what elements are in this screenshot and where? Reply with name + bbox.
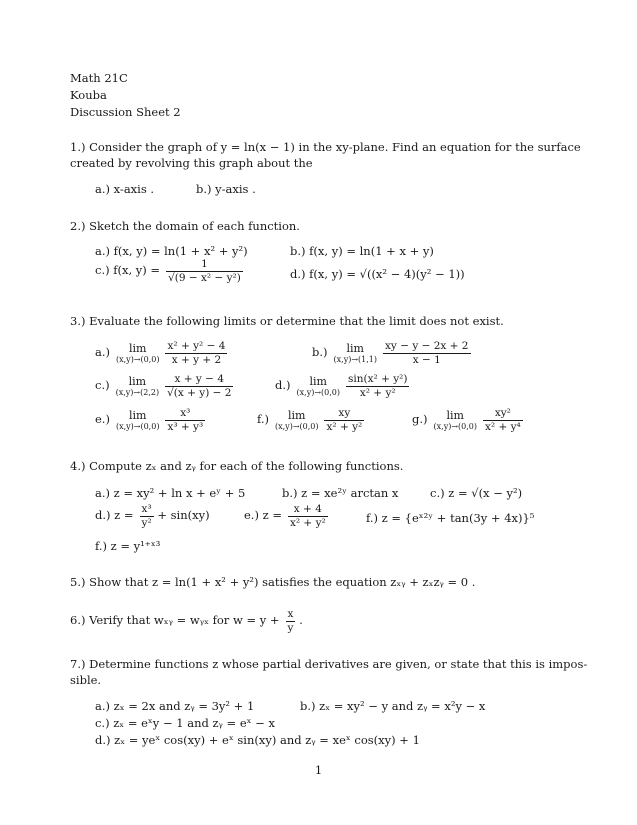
- q4-part-a: a.) z = xy² + ln x + eʸ + 5: [95, 486, 246, 500]
- q7-part-d: d.) zₓ = yeˣ cos(xy) + eˣ sin(xy) and zᵧ = xeˣ cos(xy) + 1: [95, 733, 420, 747]
- q6-text: [70, 608, 309, 634]
- q4-d-label: d.) z =: [95, 508, 134, 523]
- q3-b-label: b.): [312, 345, 328, 360]
- q4-intro: 4.) Compute zₓ and zᵧ for each of the following functions.: [70, 459, 404, 473]
- q3-e-fraction: [165, 407, 205, 433]
- q3-d-lim-sub: (x,y)→(0,0): [296, 387, 340, 397]
- q3-f-limit: [275, 409, 318, 432]
- course-title: Math 21C: [70, 71, 128, 85]
- q3-part-c: [95, 373, 233, 399]
- q4-d-fraction: [140, 503, 154, 529]
- q3-b-lim-sub: (x,y)→(1,1): [333, 354, 377, 364]
- q3-a-numerator: x² + y² − 4: [167, 340, 226, 352]
- q4-e-denominator: x² + y²: [289, 516, 326, 529]
- q1-line1: 1.) Consider the graph of y = ln(x − 1) in the xy-plane. Find an equation for the surface: [70, 140, 581, 154]
- q3-g-label: g.): [412, 412, 428, 427]
- q3-c-fraction: [165, 373, 233, 399]
- q7-line1: 7.) Determine functions z whose partial derivatives are given, or state that this is impos-: [70, 657, 588, 671]
- q3-a-lim-sub: (x,y)→(0,0): [116, 354, 160, 364]
- q4-part-e: [244, 503, 328, 529]
- q4-e-label: e.) z =: [244, 508, 282, 523]
- q6-pre: 6.) Verify that wₓᵧ = wᵧₓ for w = y +: [70, 613, 280, 628]
- q3-c-limit: [116, 375, 159, 398]
- q3-a-label: a.): [95, 345, 110, 360]
- q3-d-numerator: sin(x² + y²): [348, 373, 408, 385]
- q4-e-fraction: [288, 503, 328, 529]
- sheet-title: Discussion Sheet 2: [70, 105, 181, 119]
- q3-c-denominator: √(x + y) − 2: [167, 386, 232, 399]
- q7-line2: sible.: [70, 673, 102, 687]
- q3-e-limit: [116, 409, 159, 432]
- q3-b-numerator: xy − y − 2x + 2: [385, 340, 469, 352]
- q3-b-fraction: [383, 340, 471, 366]
- q4-d-numerator: x³: [141, 503, 152, 515]
- q3-f-numerator: xy: [338, 407, 351, 419]
- q3-part-d: [275, 373, 409, 399]
- q3-e-lim-sub: (x,y)→(0,0): [115, 421, 160, 431]
- q3-d-lim-word: lim: [309, 374, 327, 388]
- q3-d-fraction: [346, 373, 409, 399]
- q2-part-b: b.) f(x, y) = ln(1 + x + y): [290, 244, 434, 258]
- q7-part-c: c.) zₓ = eˣy − 1 and zᵧ = eˣ − x: [95, 716, 275, 730]
- q3-part-a: [95, 340, 227, 366]
- q4-d-denominator: y²: [141, 516, 152, 529]
- q7-part-a: a.) zₓ = 2x and zᵧ = 3y² + 1: [95, 699, 255, 713]
- q5-text: 5.) Show that z = ln(1 + x² + y²) satisfies the equation zₓᵧ + zₓzᵧ = 0 .: [70, 575, 476, 589]
- q6-fraction: [286, 608, 296, 634]
- q3-part-e: [95, 407, 205, 433]
- q2-part-d: d.) f(x, y) = √((x² − 4)(y² − 1)): [290, 267, 465, 281]
- q3-c-numerator: x + y − 4: [174, 373, 224, 385]
- q4-d-rest: + sin(xy): [157, 508, 210, 523]
- q2-intro: 2.) Sketch the domain of each function.: [70, 219, 300, 233]
- q3-part-f: [257, 407, 364, 433]
- q3-f-fraction: [324, 407, 364, 433]
- q3-g-lim-word: lim: [446, 408, 464, 422]
- q3-f-denominator: x² + y²: [326, 420, 363, 433]
- q1-part-a: a.) x-axis .: [95, 182, 155, 196]
- q3-f-lim-word: lim: [288, 408, 306, 422]
- q3-a-limit: [116, 342, 159, 365]
- q3-part-g: [412, 407, 523, 433]
- q2-c-fraction: [166, 258, 243, 284]
- q3-g-denominator: x² + y⁴: [485, 420, 521, 433]
- q3-a-fraction: [165, 340, 227, 366]
- q3-c-label: c.): [95, 378, 110, 393]
- q6-post: .: [299, 613, 303, 628]
- q3-g-limit: [434, 409, 477, 432]
- q2-c-label: c.) f(x, y) =: [95, 263, 161, 278]
- q3-d-limit: [297, 375, 340, 398]
- q3-g-numerator: xy²: [494, 407, 511, 419]
- q4-part-b: b.) z = xe²ʸ arctan x: [282, 486, 399, 500]
- q3-b-limit: [334, 342, 377, 365]
- q3-intro: 3.) Evaluate the following limits or determine that the limit does not exist.: [70, 314, 504, 328]
- q3-e-denominator: x³ + y³: [167, 420, 204, 433]
- q3-e-lim-word: lim: [128, 408, 147, 422]
- q1-line2: created by revolving this graph about the: [70, 156, 313, 170]
- q3-c-lim-sub: (x,y)→(2,2): [115, 387, 160, 397]
- q4-part-c: c.) z = √(x − y²): [430, 486, 523, 500]
- q3-f-lim-sub: (x,y)→(0,0): [275, 421, 319, 431]
- q3-b-lim-word: lim: [346, 341, 364, 355]
- q4-part-f: f.) z = {eˣ²ʸ + tan(3y + 4x)}⁵: [366, 511, 535, 525]
- q4-e-numerator: x + 4: [293, 503, 322, 515]
- q3-e-numerator: x³: [180, 407, 191, 419]
- q4-part-d: [95, 503, 216, 529]
- q3-part-b: [312, 340, 471, 366]
- q2-part-a: a.) f(x, y) = ln(1 + x² + y²): [95, 244, 248, 258]
- q2-part-c: [95, 258, 243, 284]
- q3-d-label: d.): [275, 378, 291, 393]
- q4-part-f-second: f.) z = y¹⁺ˣ³: [95, 539, 161, 553]
- q2-c-denominator: √(9 − x² − y²): [168, 271, 241, 284]
- q6-numerator: x: [287, 608, 294, 620]
- q3-c-lim-word: lim: [128, 374, 147, 388]
- q3-e-label: e.): [95, 412, 110, 427]
- q3-g-fraction: [483, 407, 523, 433]
- q7-part-b: b.) zₓ = xy² − y and zᵧ = x²y − x: [300, 699, 486, 713]
- q3-g-lim-sub: (x,y)→(0,0): [433, 421, 477, 431]
- q2-c-numerator: 1: [201, 258, 208, 270]
- q3-b-denominator: x − 1: [383, 353, 471, 367]
- page-number: 1: [314, 763, 323, 777]
- q3-f-label: f.): [257, 412, 269, 427]
- instructor-name: Kouba: [70, 88, 107, 102]
- q1-part-b: b.) y-axis .: [196, 182, 256, 196]
- q6-denominator: y: [287, 621, 294, 634]
- q3-a-lim-word: lim: [129, 341, 147, 355]
- q3-d-denominator: x² + y²: [346, 386, 409, 400]
- q3-a-denominator: x + y + 2: [165, 353, 227, 367]
